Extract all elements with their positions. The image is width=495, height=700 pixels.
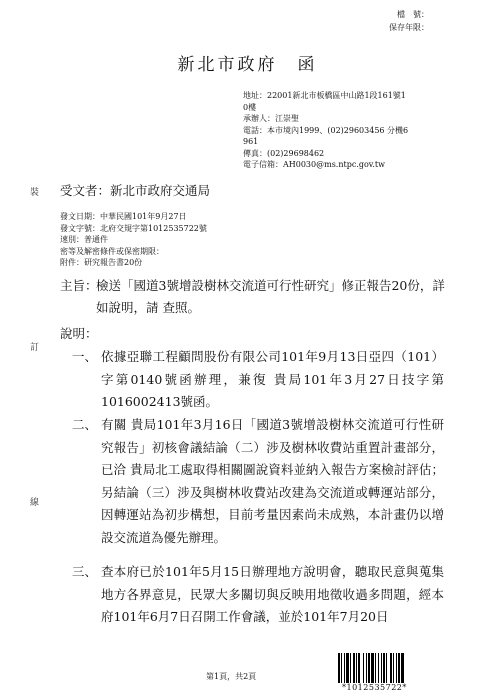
- urgency: 速別：普通件: [60, 235, 108, 244]
- classification: 密等及解密條件或保密期限：: [60, 246, 164, 256]
- sender-info-line: 0樓: [243, 102, 257, 112]
- document-title: [0, 50, 495, 75]
- issue-date: 發文日期：中華民國101年9月27日: [60, 212, 187, 221]
- recipient: 受文者：新北市政府交通局: [60, 183, 211, 198]
- paragraph-number: 一、: [72, 349, 98, 364]
- issuing-agency: 新北市政府: [177, 55, 278, 75]
- binding-mark-middle: 訂: [30, 343, 40, 353]
- sender-info-line: 961: [243, 137, 259, 146]
- barcode: [338, 653, 436, 683]
- document-number: 發文字號：北府交規字第1012535722號: [60, 223, 207, 233]
- retention-period-label: 保存年限：: [389, 23, 429, 32]
- subject-text: 檢送「國道3號增設樹林交流道可行性研究」修正報告20份，詳如說明，請 查照。: [96, 278, 445, 315]
- document-type: 函: [297, 55, 318, 75]
- barcode-text: *1012535722*: [342, 683, 407, 692]
- sender-info-block: [243, 90, 443, 171]
- paragraph-text: 依據亞聯工程顧問股份有限公司101年9月13日亞四（101）字第0140號函辦理，兼復 貴局101年3月27日技字第1016002413號函。: [101, 349, 444, 409]
- paragraph-text: 有關 貴局101年3月16日「國道3號增設樹林交流道可行性研究報告」初核會議結論（二）涉及樹林收費站重置計畫部分，已洽 貴局北工處取得相關圖說資料並納入報告方案檢討評估；另結論（三）涉及與樹林收費站改建為交流道或轉運站部分，因轉運站為初步構想，目前考量因素尚未成熟，本計畫仍以增設交流道為優先辦理。: [101, 417, 444, 545]
- paragraph-number: 三、: [72, 564, 98, 579]
- document-meta: [60, 211, 207, 269]
- attachments: 附件：研究報告書20份: [60, 258, 143, 267]
- explanation-label: 說明：: [60, 326, 98, 341]
- sender-info-line: 傳真：(02)29698462: [243, 148, 325, 158]
- paragraph-text: 查本府已於101年5月15日辦理地方說明會，聽取民意與蒐集地方各界意見，民眾大多關切與反映用地徵收過多問題，經本府101年6月7日召開工作會議，並於101年7月20日: [101, 564, 444, 624]
- page-number: 第1頁，共2頁: [206, 672, 257, 681]
- sender-info-line: 地址：22001新北市板橋區中山路1段161號1: [243, 91, 406, 100]
- archive-number-label: 檔 號：: [397, 10, 429, 19]
- subject-label: 主旨：: [60, 278, 98, 293]
- binding-mark-top: 裝: [30, 188, 40, 198]
- paragraph-number: 二、: [72, 417, 98, 432]
- sender-info-line: 承辦人：江崇聖: [243, 114, 299, 123]
- sender-info-line: 電話：本市境內1999、(02)29603456 分機6: [243, 125, 409, 135]
- binding-mark-bottom: 線: [30, 498, 40, 508]
- archive-meta: [389, 8, 429, 34]
- sender-info-line: 電子信箱：AH0030@ms.ntpc.gov.tw: [243, 160, 385, 169]
